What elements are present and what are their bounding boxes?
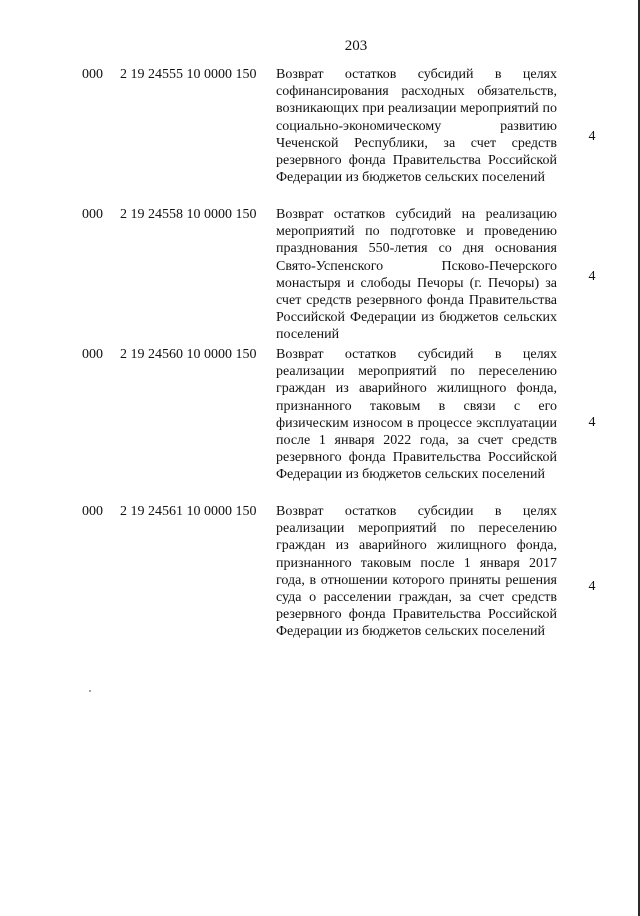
norm-value: 4 — [588, 269, 596, 284]
table-row — [0, 206, 640, 346]
budget-classification-code: 2 19 24558 10 0000 150 — [120, 207, 257, 222]
admin-code: 000 — [82, 67, 103, 82]
income-name: Возврат остатков субсидий в целях софинансирования расходных обязательств, возникающих при реализации мероприятий по социально-экономическому развитию Чеченской Республики, за счет средств резервного фонда Правительства Российской Федерации из бюджетов сельских поселений — [276, 67, 557, 186]
table-row — [0, 66, 640, 206]
page-number: 203 — [344, 38, 368, 54]
budget-classification-code: 2 19 24555 10 0000 150 — [120, 67, 257, 82]
norm-value: 4 — [588, 579, 596, 594]
admin-code: 000 — [82, 347, 103, 362]
admin-code: 000 — [82, 207, 103, 222]
admin-code: 000 — [82, 504, 103, 519]
income-name: Возврат остатков субсидий на реализацию мероприятий по подготовке и проведению празднования 550-летия со дня основания Свято-Успенского Псково-Печерского монастыря и слободы Печоры (г. Печоры) за счет средств резервного фонда Правительства Российской Федерации из бюджетов сельских поселений — [276, 207, 557, 343]
norm-value: 4 — [588, 415, 596, 430]
scan-speck — [89, 690, 91, 692]
income-name: Возврат остатков субсидий в целях реализации мероприятий по переселению граждан из аварийного жилищного фонда, признанного таковым в связи с его физическим износом в процессе эксплуатации после 1 января 2022 года, за счет средств резервного фонда Правительства Российской Федерации из бюджетов сельских поселений — [276, 347, 557, 483]
income-name: Возврат остатков субсидии в целях реализации мероприятий по переселению граждан из аварийного жилищного фонда, признанного таковым после 1 января 2017 года, в отношении которого приняты решения суда о расселении граждан, за счет средств резервного фонда Правительства Российской Федерации из бюджетов сельских поселений — [276, 504, 557, 640]
norm-value: 4 — [588, 129, 596, 144]
table-row — [0, 503, 640, 678]
table-row — [0, 346, 640, 503]
budget-classification-code: 2 19 24560 10 0000 150 — [120, 347, 257, 362]
budget-classification-code: 2 19 24561 10 0000 150 — [120, 504, 257, 519]
